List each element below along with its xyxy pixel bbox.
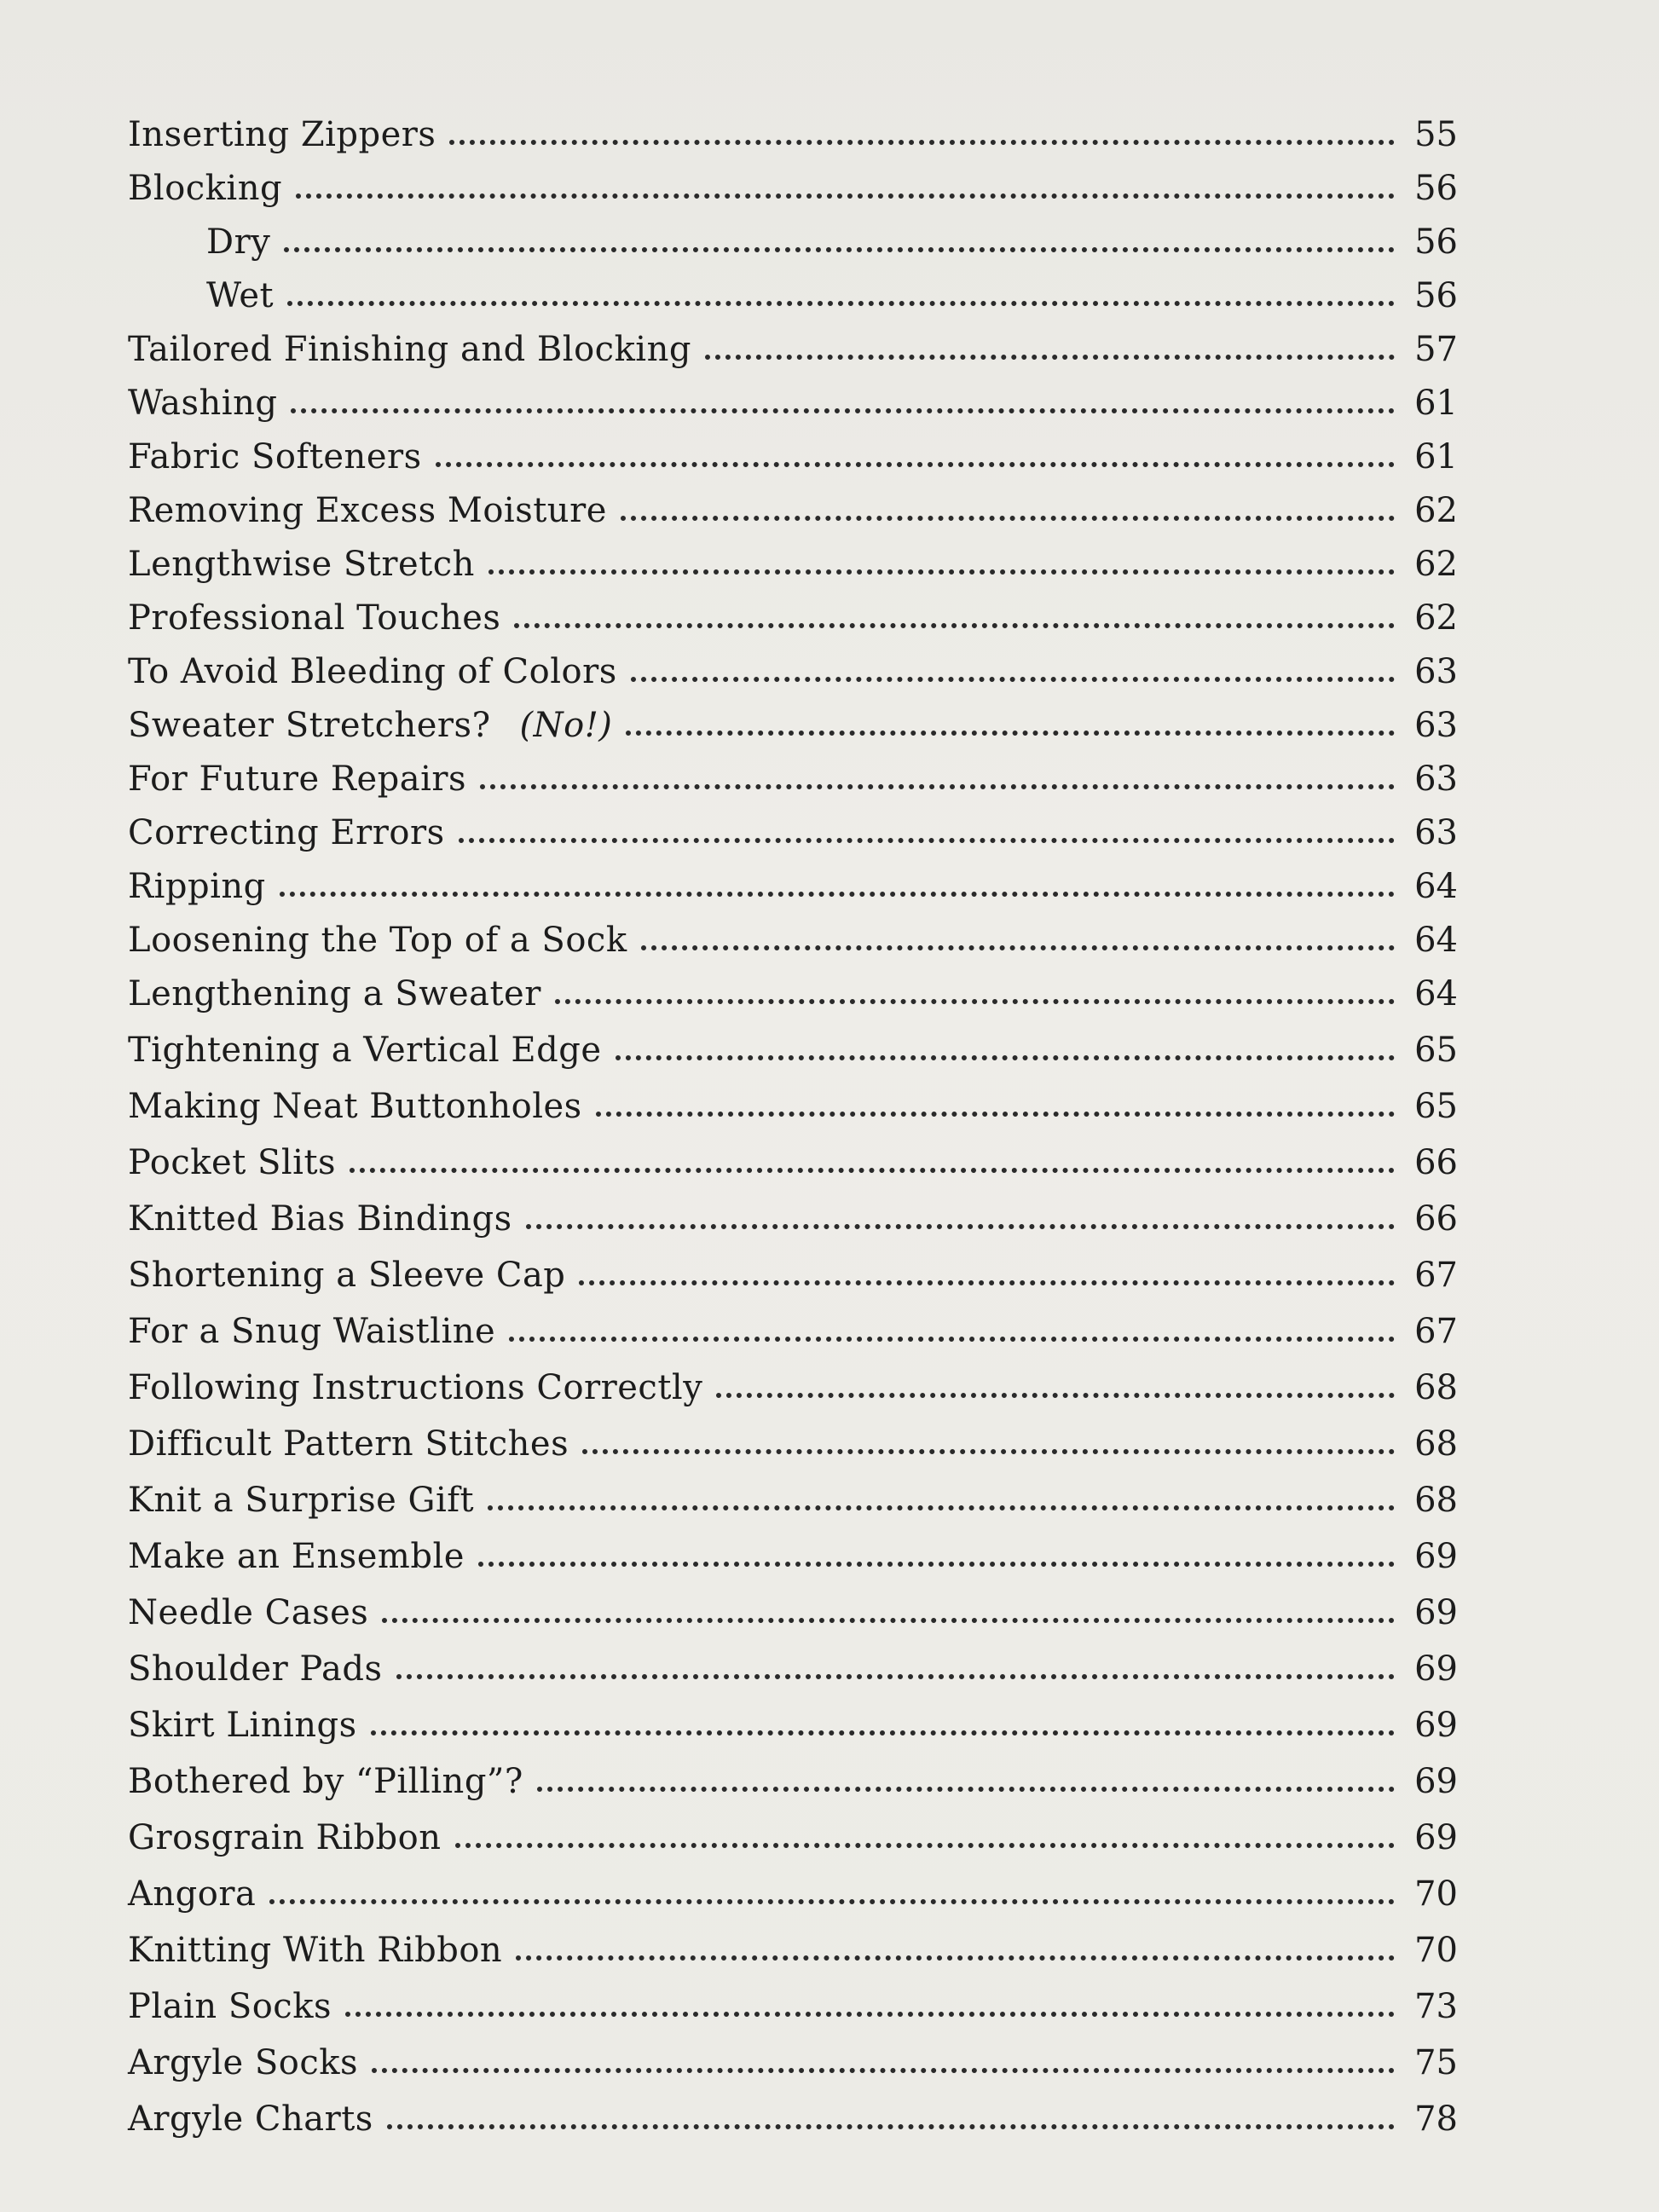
toc-entry-page-number: 69	[1414, 1762, 1458, 1801]
toc-entry	[128, 904, 1458, 960]
toc-entry-page-number: 66	[1414, 1143, 1458, 1182]
toc-entry-page-number: 67	[1414, 1312, 1458, 1351]
toc-entry-title: Difficult Pattern Stitches	[128, 1424, 569, 1464]
toc-entry	[128, 689, 1458, 745]
toc-entry-page-number: 57	[1414, 330, 1458, 369]
toc-entry	[128, 796, 1458, 850]
toc-entry	[128, 957, 1458, 1014]
toc-entry	[128, 1011, 1458, 1070]
dot-leader	[382, 1618, 1395, 1623]
toc-entry-title: Ripping	[128, 867, 266, 906]
toc-entry-page-number: 70	[1414, 1931, 1458, 1970]
dot-leader	[480, 784, 1395, 789]
toc-entry	[128, 1799, 1458, 1855]
toc-entry	[128, 1574, 1458, 1630]
toc-entry-page-number: 62	[1414, 491, 1458, 530]
toc-entry-title: For Future Repairs	[128, 759, 467, 799]
toc-entry-title: Grosgrain Ribbon	[128, 1818, 442, 1857]
toc-entry	[128, 313, 1458, 367]
toc-entry-title-text: Sweater Stretchers?	[128, 706, 491, 745]
toc-entry	[128, 635, 1458, 689]
dot-leader	[631, 677, 1395, 682]
dot-leader	[716, 1393, 1395, 1398]
toc-entry-page-number: 65	[1414, 1031, 1458, 1070]
toc-entry-title: Shoulder Pads	[128, 1649, 383, 1689]
toc-entry-title: Argyle Socks	[128, 2043, 359, 2082]
toc-entry-page-number: 75	[1414, 2043, 1458, 2082]
toc-entry-title: Knitting With Ribbon	[128, 1931, 503, 1970]
toc-entry-page-number: 63	[1414, 759, 1458, 799]
toc-entry	[128, 1292, 1458, 1349]
toc-entry-title: To Avoid Bleeding of Colors	[128, 652, 617, 691]
dot-leader	[641, 945, 1395, 950]
toc-entry-title: Lengthening a Sweater	[128, 974, 541, 1014]
toc-entry-page-number: 69	[1414, 1593, 1458, 1632]
toc-entry	[128, 152, 1458, 208]
toc-entry-page-number: 73	[1414, 1987, 1458, 2026]
toc-entry-page-number: 68	[1414, 1481, 1458, 1520]
dot-leader	[616, 1055, 1396, 1060]
toc-entry-page-number: 55	[1414, 115, 1458, 154]
table-of-contents	[128, 98, 1458, 2139]
dot-leader	[516, 1955, 1395, 1961]
toc-entry	[128, 367, 1458, 423]
dot-leader	[459, 838, 1395, 843]
dot-leader	[287, 301, 1395, 306]
toc-entry-title: Lengthwise Stretch	[128, 545, 475, 584]
toc-entry-title: Bothered by “Pilling”?	[128, 1762, 523, 1801]
toc-entry-page-number: 63	[1414, 706, 1458, 745]
toc-entry-page-number: 61	[1414, 437, 1458, 476]
toc-entry-page-number: 63	[1414, 813, 1458, 852]
toc-entry	[128, 1067, 1458, 1126]
toc-entry-title: For a Snug Waistline	[128, 1312, 496, 1351]
toc-entry-title: Dry	[206, 222, 271, 262]
toc-entry-title: Plain Socks	[128, 1987, 332, 2026]
toc-entry	[128, 581, 1458, 638]
toc-entry	[128, 2024, 1458, 2080]
dot-leader	[596, 1112, 1395, 1117]
toc-entry-title: Washing	[128, 384, 278, 423]
toc-entry-title: Professional Touches	[128, 598, 501, 638]
dot-leader	[537, 1787, 1395, 1792]
toc-entry	[128, 420, 1458, 474]
dot-leader	[296, 193, 1395, 199]
toc-entry	[128, 1742, 1458, 1799]
toc-entry-title: Fabric Softeners	[128, 437, 422, 476]
toc-entry-page-number: 56	[1414, 222, 1458, 262]
toc-entry	[128, 528, 1458, 584]
toc-entry-title: Following Instructions Correctly	[128, 1368, 703, 1407]
toc-entry-page-number: 63	[1414, 652, 1458, 691]
toc-entry	[128, 1686, 1458, 1745]
dot-leader	[621, 516, 1395, 521]
dot-leader	[284, 247, 1395, 252]
toc-entry	[128, 1123, 1458, 1180]
toc-entry-page-number: 69	[1414, 1537, 1458, 1576]
dot-leader	[345, 2012, 1395, 2017]
toc-entry-title: Tailored Finishing and Blocking	[128, 330, 691, 369]
toc-entry	[128, 1461, 1458, 1520]
toc-entry-title: Make an Ensemble	[128, 1537, 465, 1576]
toc-entry-page-number: 61	[1414, 384, 1458, 423]
toc-entry-title: Blocking	[128, 169, 283, 208]
toc-entry	[128, 1180, 1458, 1239]
dot-leader	[387, 2124, 1395, 2129]
toc-entry-title: Skirt Linings	[128, 1706, 357, 1745]
toc-entry-title: Inserting Zippers	[128, 115, 436, 154]
toc-entry-title: Shortening a Sleeve Cap	[128, 1256, 566, 1295]
dot-leader	[526, 1224, 1395, 1229]
toc-entry-title: Knit a Surprise Gift	[128, 1481, 475, 1520]
toc-entry-title: Angora	[128, 1874, 257, 1914]
toc-entry-title: Needle Cases	[128, 1593, 369, 1632]
toc-entry-page-number: 64	[1414, 867, 1458, 906]
dot-leader	[396, 1674, 1395, 1679]
toc-entry-title: Correcting Errors	[128, 813, 445, 852]
dot-leader	[514, 623, 1395, 628]
toc-entry-page-number: 64	[1414, 974, 1458, 1014]
toc-entry-page-number: 70	[1414, 1874, 1458, 1914]
toc-entry	[128, 1630, 1458, 1689]
toc-entry-page-number: 62	[1414, 598, 1458, 638]
toc-entry-page-number: 56	[1414, 169, 1458, 208]
toc-entry	[128, 742, 1458, 799]
dot-leader	[478, 1562, 1395, 1567]
toc-entry-page-number: 67	[1414, 1256, 1458, 1295]
toc-entry-title: Loosening the Top of a Sock	[128, 921, 627, 960]
dot-leader	[626, 731, 1395, 736]
toc-entry-page-number: 56	[1414, 276, 1458, 315]
toc-entry	[128, 1405, 1458, 1464]
toc-subentry	[128, 205, 1458, 262]
toc-entry	[128, 850, 1458, 904]
toc-entry	[128, 1236, 1458, 1295]
toc-entry-title: Knitted Bias Bindings	[128, 1199, 512, 1239]
toc-subentry	[128, 259, 1458, 313]
toc-entry-title: Argyle Charts	[128, 2099, 373, 2139]
toc-entry	[128, 1911, 1458, 1970]
toc-entry-title: Wet	[206, 276, 275, 315]
toc-entry	[128, 1967, 1458, 2024]
dot-leader	[488, 1505, 1395, 1510]
toc-entry-page-number: 69	[1414, 1649, 1458, 1689]
dot-leader	[291, 408, 1395, 413]
toc-entry	[128, 1349, 1458, 1405]
dot-leader	[372, 2068, 1395, 2073]
toc-entry-title: Tightening a Vertical Edge	[128, 1031, 602, 1070]
dot-leader	[455, 1843, 1396, 1848]
toc-entry-page-number: 68	[1414, 1424, 1458, 1464]
toc-entry-note: (No!)	[519, 706, 613, 745]
toc-entry-title: Pocket Slits	[128, 1143, 337, 1182]
toc-entry-page-number: 65	[1414, 1087, 1458, 1126]
toc-entry-page-number: 64	[1414, 921, 1458, 960]
toc-entry-page-number: 78	[1414, 2099, 1458, 2139]
toc-entry-page-number: 62	[1414, 545, 1458, 584]
toc-entry-title: Removing Excess Moisture	[128, 491, 607, 530]
dot-leader	[280, 892, 1395, 897]
dot-leader	[555, 999, 1395, 1004]
dot-leader	[436, 462, 1395, 467]
toc-entry	[128, 98, 1458, 152]
dot-leader	[449, 140, 1395, 145]
toc-entry	[128, 1855, 1458, 1914]
dot-leader	[371, 1730, 1395, 1736]
toc-entry-page-number: 69	[1414, 1818, 1458, 1857]
toc-entry-title: Making Neat Buttonholes	[128, 1087, 582, 1126]
toc-entry-page-number: 66	[1414, 1199, 1458, 1239]
toc-entry	[128, 1517, 1458, 1574]
dot-leader	[488, 569, 1395, 575]
dot-leader	[705, 355, 1395, 360]
dot-leader	[582, 1449, 1395, 1454]
dot-leader	[579, 1280, 1395, 1285]
toc-entry	[128, 2080, 1458, 2139]
toc-entry-page-number: 68	[1414, 1368, 1458, 1407]
toc-entry-title	[128, 706, 626, 745]
dot-leader	[269, 1899, 1395, 1904]
dot-leader	[509, 1337, 1395, 1342]
toc-entry	[128, 474, 1458, 528]
dot-leader	[350, 1168, 1395, 1173]
toc-entry-page-number: 69	[1414, 1706, 1458, 1745]
